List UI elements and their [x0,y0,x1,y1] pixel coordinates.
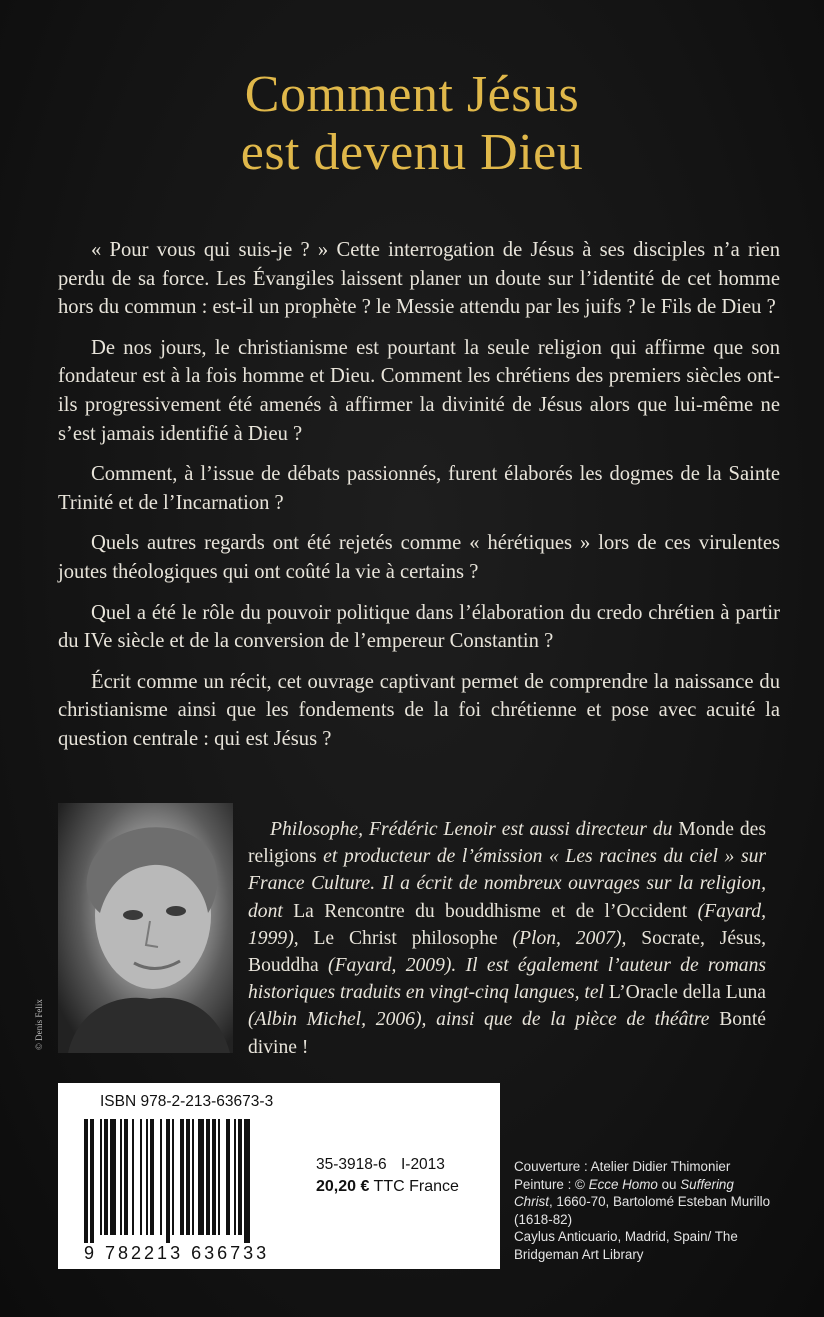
barcode-bar [160,1119,162,1235]
bio-text: Philosophe, Frédéric Lenoir est aussi directeur du [270,819,673,840]
barcode-bar [140,1119,142,1235]
paragraph: De nos jours, le christianisme est pourtant la seule religion qui affirme que son fondateur est à la fois homme et Dieu. Comment les chrétiens des premiers siècles ont-ils progressivement été amenés à affirmer la divinité de Jésus alors que lui-même ne s’est jamais identifié à Dieu ? [58,336,780,445]
painting-title: Ecce Homo [588,1176,658,1192]
bio-text: et producteur de l’émission « Les racines du ciel » sur France Culture. Il a écrit de nombreux ouvrages sur la religion, dont [248,846,766,922]
barcode-bar [90,1119,94,1243]
credit-line: Couverture : Atelier Didier Thimonier [514,1159,731,1174]
summary-text [58,236,780,766]
paragraph: « Pour vous qui suis-je ? » Cette interrogation de Jésus à ses disciples n’a rien perdu de sa force. Les Évangiles laissent planer un doute sur l’identité de cet homme hors du commun : est-il un prophète ? le Messie attendu par les juifs ? le Fils de Dieu ? [58,239,780,319]
bio-title: L’Oracle della Luna [608,982,766,1004]
bio-text: (Fayard, 2009). Il est également l’auteur de romans historiques traduits en vingt-cinq langues, tel [248,955,766,1004]
barcode-bar [150,1119,154,1235]
author-bio [248,816,766,1061]
bio-text: (Albin Michel, 2006), ainsi que de la pièce de théâtre [248,1009,710,1031]
title-line-1: Comment Jésus [244,66,580,123]
credit-text: , 1660-70, Bartolomé Esteban Murillo (1618-82) [514,1194,771,1227]
barcode-bar [104,1119,108,1235]
barcode-icon [84,1119,290,1243]
author-portrait-image [58,803,233,1053]
photo-credit: © Denis Felix [34,999,44,1050]
bio-title: Le Christ philosophe [313,927,498,949]
credit-text: ou [661,1176,677,1192]
barcode-bar [100,1119,102,1235]
barcode-bar [110,1119,116,1235]
barcode-bar [180,1119,184,1235]
barcode-bar [132,1119,134,1235]
barcode-bar [120,1119,122,1235]
barcode-digits: 9 782213 636733 [84,1243,270,1263]
credit-line: Caylus Anticuario, Madrid, Spain/ The Bridgeman Art Library [514,1229,738,1262]
painting-title: Suffering Christ [514,1176,734,1210]
barcode-bar [146,1119,148,1235]
barcode-bar [244,1119,250,1243]
paragraph: Quels autres regards ont été rejetés comme « hérétiques » lors de ces virulentes joutes théologiques qui ont coûté la vie à certains ? [58,532,780,583]
credit-text: Peinture : © [514,1176,585,1192]
price-suffix: TTC France [373,1178,459,1195]
barcode-bar [238,1119,242,1235]
paragraph: Écrit comme un récit, cet ouvrage captivant permet de comprendre la naissance du christianisme ainsi que les fondements de la foi chrétienne et pose avec acuité la question centrale : qui est Jésus ? [58,670,780,750]
credit-line [514,1176,772,1229]
price-amount: 20,20 € [316,1178,370,1195]
barcode-bar [234,1119,236,1235]
paragraph: Comment, à l’issue de débats passionnés, furent élaborés les dogmes de la Sainte Trinité et de l’Incarnation ? [58,463,780,514]
barcode-bar [206,1119,210,1235]
bio-text: (Fayard, 1999), [248,900,766,949]
barcode-bar [84,1119,88,1243]
title-line-2: est devenu Dieu [240,124,584,181]
barcode-bar [212,1119,216,1235]
isbn-label: ISBN 978-2-213-63673-3 [100,1093,274,1110]
bio-title: Socrate, Jésus, Bouddha [248,927,766,977]
book-title [0,66,824,182]
barcode-bar [218,1119,220,1235]
cover-credits [514,1158,772,1264]
barcode-bar [198,1119,204,1235]
bio-text: (Plon, 2007), [512,927,627,949]
paragraph: Quel a été le rôle du pouvoir politique dans l’élaboration du credo chrétien à partir du IVe siècle et de la conversion de l’empereur Constantin ? [58,601,780,653]
barcode-bar [192,1119,194,1235]
barcode-bar [124,1119,128,1235]
bio-title: Monde des religions [248,819,766,868]
price [316,1178,459,1196]
author-photo [58,803,233,1053]
barcode-panel [58,1083,500,1269]
bio-title: Bonté divine ! [248,1009,766,1058]
barcode-bar [226,1119,230,1235]
product-code: 35-3918-6 I-2013 [316,1156,445,1173]
bio-title: La Rencontre du bouddhisme et de l’Occident [293,900,688,922]
barcode-bar [186,1119,190,1235]
barcode-bar [172,1119,174,1235]
barcode-bar [166,1119,170,1243]
